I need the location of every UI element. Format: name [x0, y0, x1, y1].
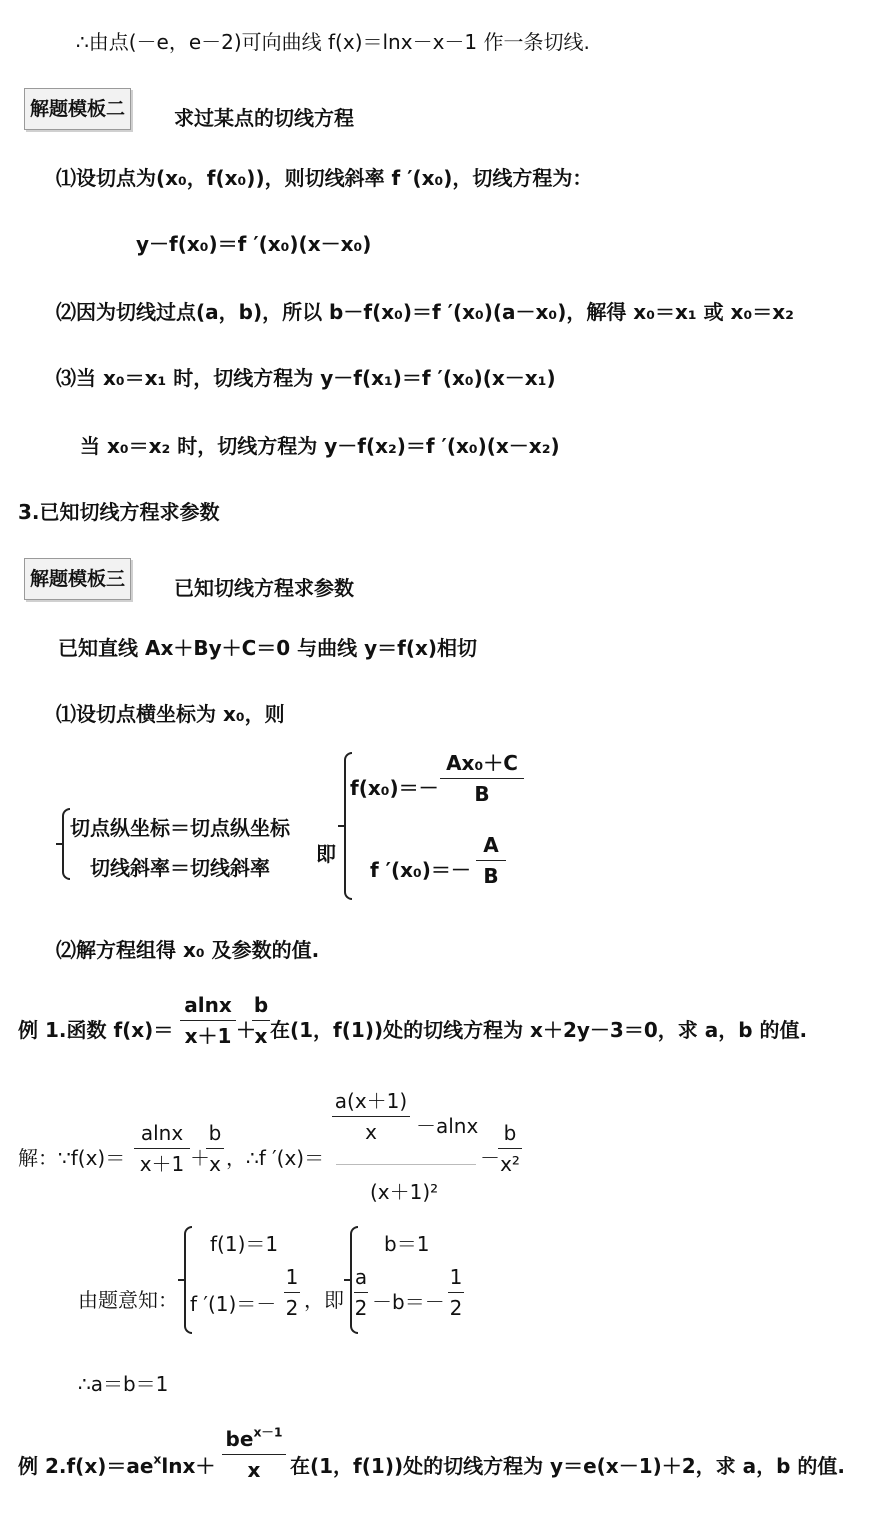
- denominator: x＋1: [184, 1024, 232, 1048]
- denominator: x²: [500, 1152, 520, 1176]
- numerator: 1: [285, 1265, 299, 1289]
- solution-fraction-3: [498, 1122, 522, 1175]
- template-three-step-1: ⑴设切点横坐标为 x₀，则: [56, 702, 285, 726]
- fraction-bar: [180, 1020, 236, 1021]
- fraction-bar: [284, 1292, 300, 1293]
- example-2-label-text: 例 2.f(x)＝ae: [18, 1454, 154, 1478]
- numerator: 1: [449, 1265, 463, 1289]
- system-1-eq-b-lhs: f ′(1)＝－: [190, 1292, 277, 1316]
- numerator-exponent: x－1: [253, 1424, 283, 1440]
- system-2-eq-a: b＝1: [384, 1232, 430, 1256]
- numerator: alnx: [184, 993, 232, 1017]
- big-fraction-bar: [336, 1164, 476, 1165]
- from-problem-label: 由题意知：: [78, 1288, 178, 1312]
- template-three-title: 已知切线方程求参数: [174, 576, 354, 600]
- rhs-2-numerator: A: [483, 833, 499, 857]
- system-2-fraction-a: [354, 1266, 368, 1319]
- condition-1: 切点纵坐标＝切点纵坐标: [70, 816, 290, 840]
- numerator: b: [503, 1121, 517, 1145]
- template-three-step-2: ⑵解方程组得 x₀ 及参数的值.: [56, 938, 320, 962]
- tangent-equation: y－f(x₀)＝f ′(x₀)(x－x₀): [136, 232, 372, 256]
- minus-sign: －: [480, 1146, 500, 1170]
- rhs-1-denominator: B: [474, 782, 490, 806]
- system-1-fraction: [284, 1266, 300, 1319]
- conclusion-line: ∴由点(－e，e－2)可向曲线 f(x)＝lnx－x－1 作一条切线.: [76, 30, 590, 54]
- fraction-bar: [332, 1116, 410, 1117]
- solution-conclusion: ∴a＝b＝1: [78, 1372, 169, 1396]
- exponent-x: x: [153, 1451, 162, 1467]
- denominator: x: [365, 1120, 377, 1144]
- template-two-title: 求过某点的切线方程: [174, 106, 354, 130]
- condition-2: 切线斜率＝切线斜率: [90, 856, 270, 880]
- big-denominator: (x＋1)²: [370, 1180, 439, 1204]
- left-brace: [62, 808, 70, 880]
- system-2-eq-b-mid: －b＝－: [372, 1290, 445, 1314]
- fraction-bar: [206, 1148, 224, 1149]
- numerator: b: [253, 993, 269, 1017]
- solution-intro: 解：∵f(x)＝: [18, 1146, 126, 1170]
- rhs-1-lhs: f(x₀)＝－: [350, 776, 439, 800]
- system-1-brace: [184, 1226, 192, 1334]
- denominator: x: [247, 1458, 261, 1482]
- numerator: [222, 1424, 286, 1451]
- plus-sign: ＋: [190, 1146, 210, 1170]
- system-1-eq-a: f(1)＝1: [210, 1232, 279, 1256]
- template-two-step-3b: 当 x₀＝x₂ 时，切线方程为 y－f(x₂)＝f ′(x₀)(x－x₂): [80, 434, 560, 458]
- plus-sign: ＋: [236, 1018, 256, 1042]
- fraction-bar: [222, 1454, 286, 1455]
- denominator: x: [209, 1152, 221, 1176]
- rhs-2-denominator: B: [483, 864, 499, 888]
- solution-fraction-2: [206, 1122, 224, 1175]
- example-2-label: [18, 1450, 215, 1479]
- example-2-mid: lnx＋: [161, 1454, 216, 1478]
- numerator-base: be: [225, 1427, 254, 1451]
- example-2-fraction: [222, 1424, 286, 1482]
- fraction-bar: [134, 1148, 190, 1149]
- rhs-1-numerator: Ax₀＋C: [446, 751, 518, 775]
- ji-label: 即: [316, 842, 336, 866]
- fraction-bar: [448, 1292, 464, 1293]
- template-three-badge: 解题模板三: [24, 558, 131, 600]
- template-two-step-2: ⑵因为切线过点(a，b)，所以 b－f(x₀)＝f ′(x₀)(a－x₀)，解得 x₀＝x₁ 或 x₀＝x₂: [56, 300, 794, 324]
- example-1-fraction-2: [252, 994, 270, 1047]
- therefore-derivative: ，∴f ′(x)＝: [226, 1146, 325, 1170]
- inner-fraction: [332, 1090, 410, 1143]
- rhs-2-fraction: [476, 834, 506, 887]
- fraction-bar: [440, 778, 524, 779]
- big-numerator-rest: －alnx: [416, 1114, 479, 1138]
- numerator: a(x＋1): [334, 1089, 408, 1113]
- fraction-bar: [476, 860, 506, 861]
- numerator: alnx: [140, 1121, 184, 1145]
- section-3-heading: 3.已知切线方程求参数: [18, 500, 220, 524]
- ji-label-2: ，即: [304, 1288, 344, 1312]
- numerator: b: [208, 1121, 222, 1145]
- system-2-fraction-b: [448, 1266, 464, 1319]
- template-two-badge: 解题模板二: [24, 88, 131, 130]
- rhs-1-fraction: [440, 752, 524, 805]
- template-three-given: 已知直线 Ax＋By＋C＝0 与曲线 y＝f(x)相切: [58, 636, 478, 660]
- solution-fraction-1: [134, 1122, 190, 1175]
- template-two-step-3: ⑶当 x₀＝x₁ 时，切线方程为 y－f(x₁)＝f ′(x₀)(x－x₁): [56, 366, 556, 390]
- example-1-rest: 在(1，f(1))处的切线方程为 x＋2y－3＝0，求 a，b 的值.: [270, 1018, 808, 1042]
- denominator: 2: [285, 1296, 299, 1320]
- example-1-fraction-1: [180, 994, 236, 1047]
- template-two-step-1: ⑴设切点为(x₀，f(x₀))，则切线斜率 f ′(x₀)，切线方程为：: [56, 166, 593, 190]
- fraction-bar: [252, 1020, 270, 1021]
- example-2-rest: 在(1，f(1))处的切线方程为 y＝e(x－1)＋2，求 a，b 的值.: [290, 1454, 846, 1478]
- fraction-bar: [354, 1292, 368, 1293]
- fraction-bar: [498, 1148, 522, 1149]
- numerator: a: [354, 1265, 368, 1289]
- denominator: 2: [354, 1296, 368, 1320]
- denominator: 2: [449, 1296, 463, 1320]
- example-1-label: 例 1.函数 f(x)＝: [18, 1018, 174, 1042]
- denominator: x＋1: [139, 1152, 185, 1176]
- denominator: x: [254, 1024, 268, 1048]
- rhs-2-lhs: f ′(x₀)＝－: [370, 858, 471, 882]
